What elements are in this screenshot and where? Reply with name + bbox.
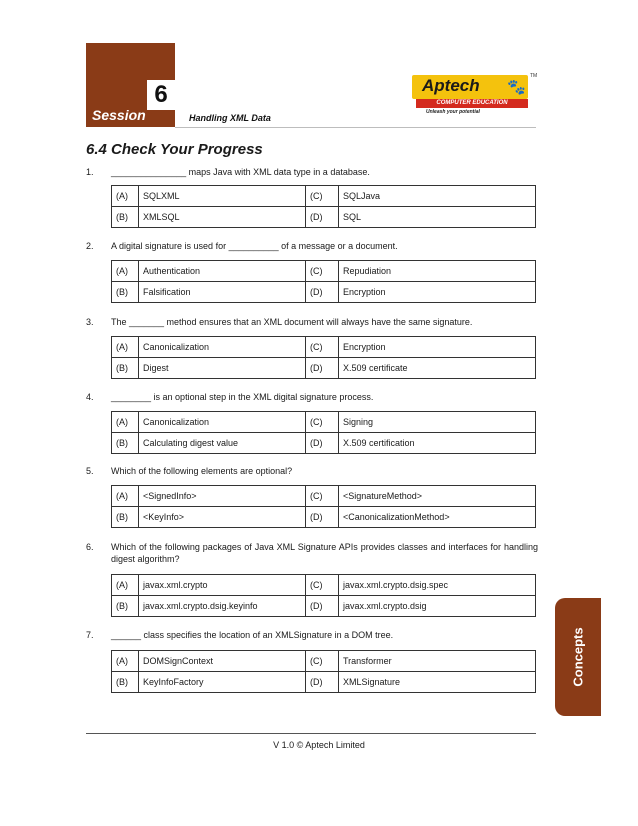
question-number: 6. — [86, 542, 94, 552]
options-row — [112, 672, 536, 693]
question-text: Which of the following elements are optional? — [111, 466, 293, 476]
question-3 — [86, 316, 538, 328]
session-label: Session — [92, 107, 146, 123]
option-label-c: (C) — [306, 261, 339, 282]
option-a: DOMSignContext — [139, 651, 306, 672]
option-label-c: (C) — [306, 412, 339, 433]
option-label-d: (D) — [306, 433, 339, 454]
footer-rule — [86, 733, 536, 734]
question-number: 7. — [86, 630, 94, 640]
option-label-b: (B) — [112, 282, 139, 303]
option-d: <CanonicalizationMethod> — [339, 507, 536, 528]
question-2 — [86, 240, 538, 252]
options-table-4 — [111, 411, 536, 454]
option-label-b: (B) — [112, 507, 139, 528]
option-b: XMLSQL — [139, 207, 306, 228]
logo-band: COMPUTER EDUCATION — [416, 99, 528, 108]
option-b: <KeyInfo> — [139, 507, 306, 528]
option-c: <SignatureMethod> — [339, 486, 536, 507]
logo-name: Aptech — [422, 76, 480, 95]
option-label-a: (A) — [112, 575, 139, 596]
option-c: Repudiation — [339, 261, 536, 282]
options-row — [112, 261, 536, 282]
option-c: Transformer — [339, 651, 536, 672]
options-table-7 — [111, 650, 536, 693]
options-row — [112, 282, 536, 303]
option-d: X.509 certification — [339, 433, 536, 454]
options-row — [112, 412, 536, 433]
option-c: Signing — [339, 412, 536, 433]
option-label-d: (D) — [306, 672, 339, 693]
question-number: 2. — [86, 241, 94, 251]
option-c: Encryption — [339, 337, 536, 358]
options-table-5 — [111, 485, 536, 528]
question-5 — [86, 465, 538, 477]
concepts-tab-label: Concepts — [570, 627, 586, 687]
option-a: <SignedInfo> — [139, 486, 306, 507]
option-a: Authentication — [139, 261, 306, 282]
header-rule — [175, 127, 536, 128]
option-label-a: (A) — [112, 651, 139, 672]
question-number: 4. — [86, 392, 94, 402]
option-c: javax.xml.crypto.dsig.spec — [339, 575, 536, 596]
question-text: ______ class specifies the location of an XMLSignature in a DOM tree. — [111, 630, 394, 640]
option-d: Encryption — [339, 282, 536, 303]
option-label-d: (D) — [306, 282, 339, 303]
question-number: 1. — [86, 167, 94, 177]
options-row — [112, 575, 536, 596]
session-number: 6 — [147, 80, 175, 110]
question-text: The _______ method ensures that an XML document will always have the same signature. — [111, 317, 473, 327]
session-title: Handling XML Data — [189, 113, 271, 123]
option-b: javax.xml.crypto.dsig.keyinfo — [139, 596, 306, 617]
option-label-b: (B) — [112, 596, 139, 617]
options-row — [112, 596, 536, 617]
options-row — [112, 358, 536, 379]
question-1 — [86, 166, 538, 178]
concepts-tab — [555, 598, 601, 716]
option-label-d: (D) — [306, 596, 339, 617]
option-label-d: (D) — [306, 207, 339, 228]
question-number: 3. — [86, 317, 94, 327]
options-row — [112, 207, 536, 228]
option-label-a: (A) — [112, 486, 139, 507]
option-a: SQLXML — [139, 186, 306, 207]
option-label-b: (B) — [112, 207, 139, 228]
options-table-1 — [111, 185, 536, 228]
options-row — [112, 433, 536, 454]
options-row — [112, 651, 536, 672]
paw-icon: 🐾 — [507, 79, 526, 96]
section-heading: 6.4 Check Your Progress — [86, 141, 263, 158]
logo-trademark: TM — [530, 73, 538, 79]
options-table-3 — [111, 336, 536, 379]
option-label-a: (A) — [112, 412, 139, 433]
option-b: Falsification — [139, 282, 306, 303]
option-d: X.509 certificate — [339, 358, 536, 379]
question-text: Which of the following packages of Java XML Signature APIs provides classes and interfaces for handling digest algorithm? — [111, 542, 538, 564]
option-label-d: (D) — [306, 358, 339, 379]
options-row — [112, 486, 536, 507]
option-d: javax.xml.crypto.dsig — [339, 596, 536, 617]
question-6 — [86, 541, 538, 565]
options-table-2 — [111, 260, 536, 303]
question-text: _______________ maps Java with XML data type in a database. — [111, 167, 370, 177]
option-b: Calculating digest value — [139, 433, 306, 454]
options-row — [112, 337, 536, 358]
option-label-a: (A) — [112, 337, 139, 358]
options-row — [112, 186, 536, 207]
question-7 — [86, 629, 538, 641]
question-4 — [86, 391, 538, 403]
logo-tagline: Unleash your potential — [426, 109, 480, 115]
option-label-b: (B) — [112, 672, 139, 693]
question-text: A digital signature is used for __________ of a message or a document. — [111, 241, 398, 251]
option-a: Canonicalization — [139, 412, 306, 433]
option-label-c: (C) — [306, 337, 339, 358]
option-label-b: (B) — [112, 358, 139, 379]
option-d: XMLSignature — [339, 672, 536, 693]
question-number: 5. — [86, 466, 94, 476]
option-label-d: (D) — [306, 507, 339, 528]
option-label-c: (C) — [306, 186, 339, 207]
option-label-c: (C) — [306, 486, 339, 507]
options-table-6 — [111, 574, 536, 617]
option-b: Digest — [139, 358, 306, 379]
option-label-b: (B) — [112, 433, 139, 454]
option-d: SQL — [339, 207, 536, 228]
option-a: javax.xml.crypto — [139, 575, 306, 596]
option-label-c: (C) — [306, 651, 339, 672]
option-c: SQLJava — [339, 186, 536, 207]
aptech-logo — [412, 73, 538, 115]
option-label-c: (C) — [306, 575, 339, 596]
question-text: ________ is an optional step in the XML digital signature process. — [111, 392, 374, 402]
option-label-a: (A) — [112, 261, 139, 282]
footer-text: V 1.0 © Aptech Limited — [273, 740, 365, 750]
option-label-a: (A) — [112, 186, 139, 207]
option-b: KeyInfoFactory — [139, 672, 306, 693]
options-row — [112, 507, 536, 528]
option-a: Canonicalization — [139, 337, 306, 358]
